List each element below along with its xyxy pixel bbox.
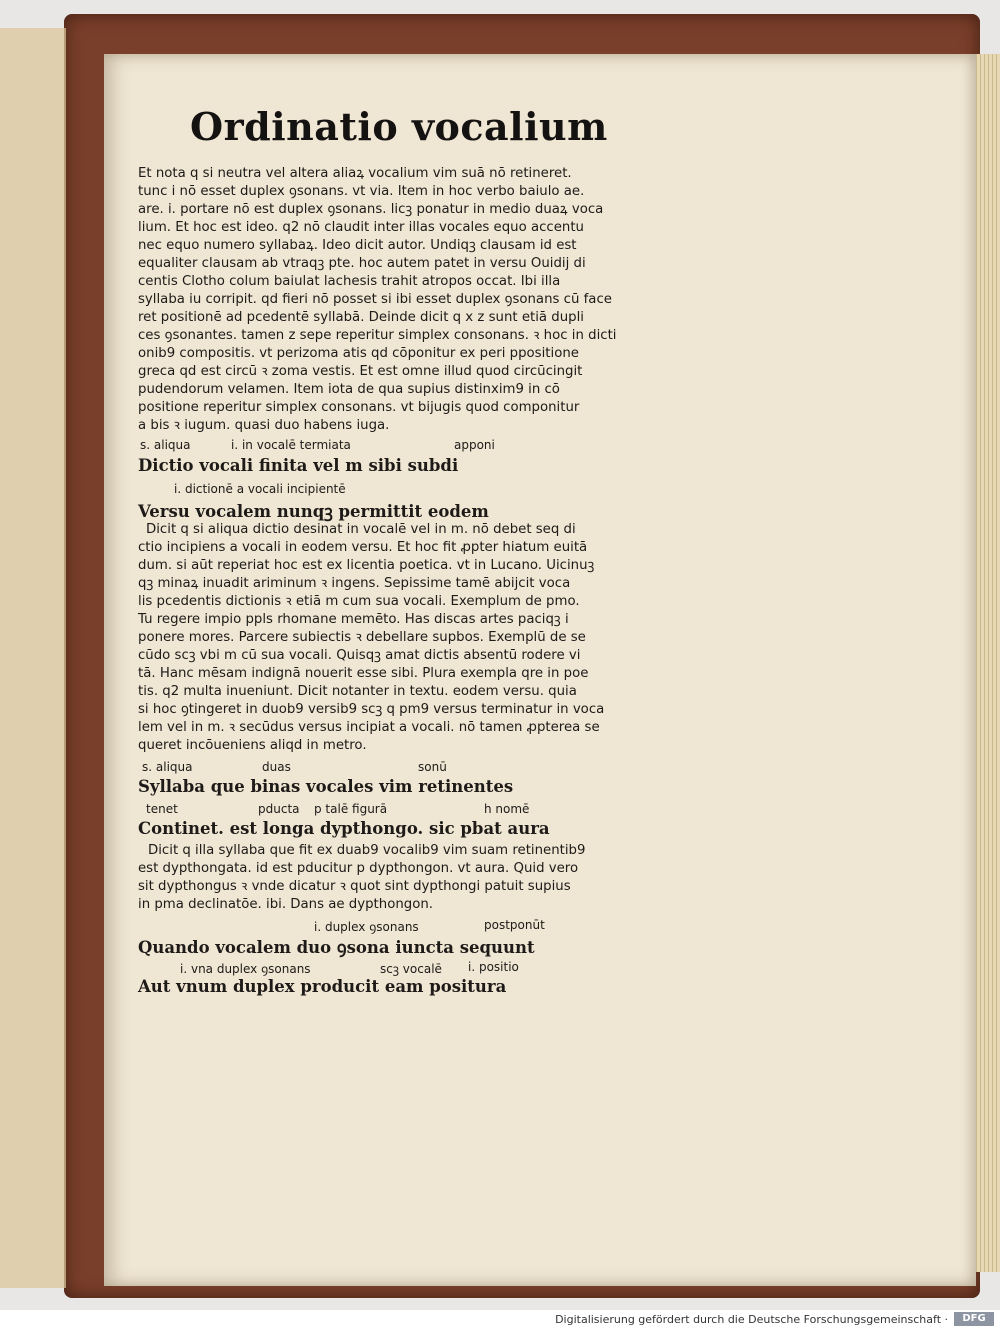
- prose-line: cūdo scꝫ vbi m cū sua vocali. Quisqꝫ amat dictis absentū rodere vi: [138, 648, 581, 663]
- prose-line: qꝫ minaꝝ inuadit ariminum ꝛ ingens. Sepissime tamē abijcit voca: [138, 576, 571, 591]
- prose-line: equaliter clausam ab vtraqꝫ pte. hoc autem patet in versu Ouidij di: [138, 256, 586, 271]
- gloss: h nomē: [484, 802, 530, 816]
- prose-line: in pma declinatōe. ibi. Dans ae dypthongon.: [138, 897, 433, 912]
- prose-line: pudendorum velamen. Item iota de qua supius distinxim9 in cō: [138, 382, 560, 397]
- verse-line: Dictio vocali finita vel m sibi subdi: [138, 456, 459, 475]
- page-heading: Ordinatio vocalium: [190, 104, 608, 149]
- gloss: i. duplex ꝯsonans: [314, 920, 419, 934]
- gloss: pducta: [258, 802, 300, 816]
- prose-line: Tu regere impio ppls rhomane memēto. Has discas artes paciqꝫ i: [138, 612, 569, 627]
- verse-line: Syllaba que binas vocales vim retinentes: [138, 777, 514, 796]
- facing-page: [0, 28, 66, 1288]
- gloss: s. aliqua: [140, 438, 191, 452]
- footer-credit: Digitalisierung gefördert durch die Deutsche Forschungsgemeinschaft ·: [555, 1313, 948, 1326]
- prose-line: syllaba iu corripit. qd fieri nō posset si ibi esset duplex ꝯsonans cū face: [138, 292, 612, 307]
- gloss: i. vna duplex ꝯsonans: [180, 962, 311, 976]
- prose-line: lis pcedentis dictionis ꝛ etiā m cum sua vocali. Exemplum de pmo.: [138, 594, 580, 609]
- prose-line: Dicit q si aliqua dictio desinat in vocalē vel in m. nō debet seq di: [146, 522, 576, 537]
- verse-line: Quando vocalem duo ꝯsona iuncta sequunt: [138, 938, 535, 957]
- prose-line: queret incōueniens aliqd in metro.: [138, 738, 367, 753]
- prose-line: onib9 compositis. vt perizoma atis qd cōponitur ex peri ppositione: [138, 346, 579, 361]
- prose-line: ponere mores. Parcere subiectis ꝛ debellare supbos. Exemplū de se: [138, 630, 586, 645]
- prose-line: ret positionē ad pcedentē syllabā. Deinde dicit q x z sunt etiā dupli: [138, 310, 584, 325]
- gloss: duas: [262, 760, 291, 774]
- footer-bar: [0, 1310, 1000, 1329]
- gloss: tenet: [146, 802, 178, 816]
- prose-line: ces ꝯsonantes. tamen z sepe reperitur simplex consonans. ꝛ hoc in dicti: [138, 328, 617, 343]
- gloss: p talē figurā: [314, 802, 388, 816]
- gloss: scꝫ vocalē: [380, 962, 442, 976]
- prose-line: positione reperitur simplex consonans. vt bijugis quod componitur: [138, 400, 580, 415]
- dfg-logo: DFG: [954, 1312, 994, 1326]
- gloss: apponi: [454, 438, 495, 452]
- prose-line: sit dypthongus ꝛ vnde dicatur ꝛ quot sint dypthongi patuit supius: [138, 879, 571, 894]
- prose-line: greca qd est circū ꝛ zoma vestis. Et est omne illud quod circūcingit: [138, 364, 583, 379]
- prose-line: lium. Et hoc est ideo. q2 nō claudit inter illas vocales equo accentu: [138, 220, 584, 235]
- verse-line: Aut vnum duplex producit eam positura: [138, 977, 507, 996]
- prose-line: Dicit q illa syllaba que fit ex duab9 vocalib9 vim suam retinentib9: [148, 843, 586, 858]
- gloss: i. in vocalē termiata: [231, 438, 351, 452]
- gloss: postponūt: [484, 918, 545, 932]
- gloss: s. aliqua: [142, 760, 193, 774]
- prose-line: Et nota q si neutra vel altera aliaꝝ vocalium vim suā nō retineret.: [138, 166, 572, 181]
- prose-line: si hoc ꝯtingeret in duob9 versib9 scꝫ q pm9 versus terminatur in voca: [138, 702, 605, 717]
- prose-line: dum. si aūt reperiat hoc est ex licentia poetica. vt in Lucano. Uicinuꝫ: [138, 558, 595, 573]
- prose-line: tā. Hanc mēsam indignā nouerit esse sibi. Plura exempla qre in poe: [138, 666, 589, 681]
- prose-line: centis Clotho colum baiulat lachesis trahit atropos occat. Ibi illa: [138, 274, 561, 289]
- prose-line: are. i. portare nō est duplex ꝯsonans. licꝫ ponatur in medio duaꝝ voca: [138, 202, 604, 217]
- prose-line: tunc i nō esset duplex ꝯsonans. vt via. Item in hoc verbo baiulo ae.: [138, 184, 585, 199]
- prose-line: est dypthongata. id est pducitur p dypthongon. vt aura. Quid vero: [138, 861, 579, 876]
- prose-line: nec equo numero syllabaꝝ. Ideo dicit autor. Undiqꝫ clausam id est: [138, 238, 577, 253]
- verse-line: Continet. est longa dypthongo. sic pbat aura: [138, 819, 550, 838]
- verse-line: Versu vocalem nunqꝫ permittit eodem: [138, 502, 489, 521]
- gloss: i. positio: [468, 960, 519, 974]
- prose-line: ctio incipiens a vocali in eodem versu. Et hoc fit ꝓpter hiatum euitā: [138, 540, 588, 555]
- prose-line: a bis ꝛ iugum. quasi duo habens iuga.: [138, 418, 390, 433]
- prose-line: tis. q2 multa inueniunt. Dicit notanter in textu. eodem versu. quia: [138, 684, 577, 699]
- gloss: i. dictionē a vocali incipientē: [174, 482, 346, 496]
- gloss: sonū: [418, 760, 447, 774]
- prose-line: lem vel in m. ꝛ secūdus versus incipiat a vocali. nō tamen ꝓpterea se: [138, 720, 600, 735]
